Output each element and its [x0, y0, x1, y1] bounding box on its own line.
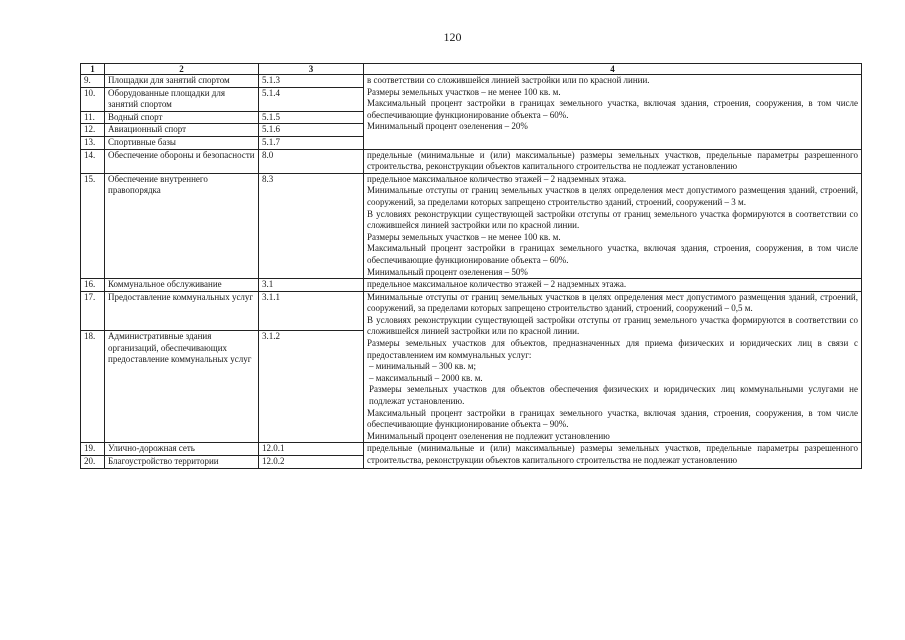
row-name: Обеспечение обороны и безопасности: [105, 149, 259, 173]
row-code: 12.0.2: [259, 456, 364, 469]
table-row: [81, 75, 862, 88]
row-name: Водный спорт: [105, 111, 259, 124]
requirement-line: предельное максимальное количество этажей – 2 надземных этажа.: [367, 173, 627, 184]
requirement-line: предельные (минимальные и (или) максимальные) размеры земельных участков, предельные параметры разрешенного строительства, реконструкции объектов капитального строительства не подлежат установлению: [367, 149, 858, 172]
requirement-line: В условиях реконструкции существующей застройки отступы от границ земельного участка формируются в соответствии со сложившейся линией застройки или по красной линии.: [367, 208, 858, 231]
row-number: 14.: [81, 149, 105, 173]
row-code: 8.3: [259, 173, 364, 278]
requirements-cell-utilities: [364, 291, 862, 443]
row-number: 12.: [81, 124, 105, 137]
row-code: 3.1: [259, 279, 364, 292]
row-number: 11.: [81, 111, 105, 124]
requirements-cell-utilities-floors: [364, 279, 862, 292]
table-row: [81, 279, 862, 292]
requirement-line: Размеры земельных участков – не менее 100 кв. м.: [367, 86, 561, 97]
table-row: [81, 173, 862, 278]
row-name: Благоустройство территории: [105, 456, 259, 469]
row-code: 5.1.4: [259, 87, 364, 111]
requirement-line: предельное максимальное количество этажей – 2 надземных этажа.: [367, 279, 627, 290]
row-number: 19.: [81, 443, 105, 456]
column-header-3: 3: [259, 64, 364, 75]
row-number: 9.: [81, 75, 105, 88]
row-name: Предоставление коммунальных услуг: [105, 291, 259, 330]
row-number: 18.: [81, 331, 105, 443]
row-number: 17.: [81, 291, 105, 330]
requirements-cell-sport: [364, 75, 862, 150]
table-row: [81, 443, 862, 456]
column-header-4: 4: [364, 64, 862, 75]
row-code: 8.0: [259, 149, 364, 173]
row-code: 5.1.3: [259, 75, 364, 88]
column-header-1: 1: [81, 64, 105, 75]
row-number: 20.: [81, 456, 105, 469]
row-code: 3.1.2: [259, 331, 364, 443]
requirements-cell-defense: [364, 149, 862, 173]
requirements-cell-roads: [364, 443, 862, 468]
row-name: Авиационный спорт: [105, 124, 259, 137]
table-row: [81, 291, 862, 330]
column-header-2: 2: [105, 64, 259, 75]
row-code: 12.0.1: [259, 443, 364, 456]
requirement-line: Размеры земельных участков – не менее 100 кв. м.: [367, 231, 561, 242]
row-name: Обеспечение внутреннего правопорядка: [105, 173, 259, 278]
row-name: Площадки для занятий спортом: [105, 75, 259, 88]
row-code: 5.1.6: [259, 124, 364, 137]
row-name: Административные здания организаций, обеспечивающих предоставление коммунальных услуг: [105, 331, 259, 443]
row-name: Коммунальное обслуживание: [105, 279, 259, 292]
requirement-line: в соответствии со сложившейся линией застройки или по красной линии.: [367, 75, 650, 85]
row-name: Оборудованные площадки для занятий спортом: [105, 87, 259, 111]
row-code: 5.1.5: [259, 111, 364, 124]
requirement-line: Минимальный процент озеленения не подлежит установлению: [367, 430, 610, 441]
requirement-line: Размеры земельных участков для объектов обеспечения физических и юридических лиц коммунальными услугами не подлежат установлению.: [369, 384, 858, 407]
requirement-line: Максимальный процент застройки в границах земельного участка, включая здания, строения, сооружения, в том числе обеспечивающие функционирование объекта – 60%.: [367, 98, 858, 120]
requirement-line: Минимальный процент озеленения – 20%: [367, 121, 528, 132]
requirement-line: – максимальный – 2000 кв. м.: [369, 372, 483, 383]
row-name: Улично-дорожная сеть: [105, 443, 259, 456]
requirement-line: предельные (минимальные и (или) максимальные) размеры земельных участков, предельные параметры разрешенного строительства, реконструкции объектов капитального строительства не подлежат установлению: [367, 443, 858, 465]
requirement-line: Минимальный процент озеленения – 50%: [367, 266, 528, 277]
requirement-line: Минимальные отступы от границ земельных участков в целях определения мест допустимого размещения зданий, строений, сооружений, за пределами которых запрещено строительство зданий, строений, сооружений – 0,5 м.: [367, 291, 858, 314]
page-number: 120: [443, 30, 462, 44]
row-code: 5.1.7: [259, 136, 364, 149]
row-number: 16.: [81, 279, 105, 292]
row-number: 10.: [81, 87, 105, 111]
requirement-line: Минимальные отступы от границ земельных участков в целях определения мест допустимого размещения зданий, строений, сооружений, за пределами которых запрещено строительство зданий, строений, сооружений – 3 м.: [367, 185, 858, 207]
table-row: [81, 149, 862, 173]
table-header-row: [81, 64, 862, 75]
requirement-line: Максимальный процент застройки в границах земельного участка, включая здания, строения, сооружения, в том числе обеспечивающие функционирование объекта – 90%.: [367, 407, 858, 430]
requirement-line: Максимальный процент застройки в границах земельного участка, включая здания, строения, сооружения, в том числе обеспечивающие функционирование объекта – 60%.: [367, 243, 858, 265]
requirement-line: Размеры земельных участков для объектов, предназначенных для приема физических и юридических лиц в связи с предоставлением им коммунальных услуг:: [367, 338, 858, 360]
requirement-line: В условиях реконструкции существующей застройки отступы от границ земельного участка формируются в соответствии со сложившейся линией застройки или по красной линии.: [367, 314, 858, 337]
requirement-line: – минимальный – 300 кв. м;: [369, 361, 476, 372]
requirements-cell-law-order: [364, 173, 862, 278]
row-name: Спортивные базы: [105, 136, 259, 149]
row-code: 3.1.1: [259, 291, 364, 330]
row-number: 15.: [81, 173, 105, 278]
row-number: 13.: [81, 136, 105, 149]
land-use-table: [80, 63, 862, 469]
